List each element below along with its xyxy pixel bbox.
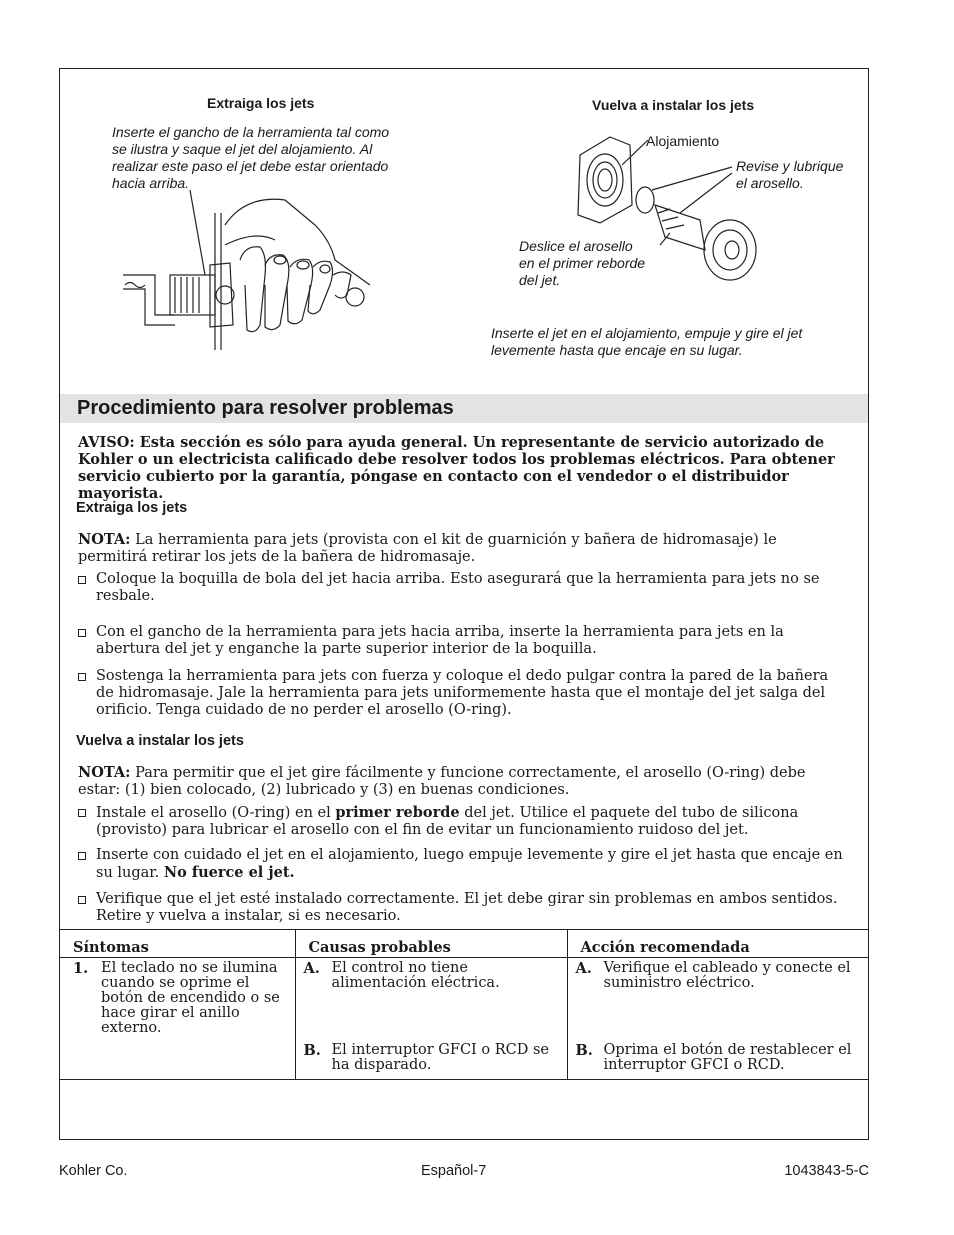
bullet-bold-text: primer reborde bbox=[335, 804, 460, 821]
figure-left-title: Extraiga los jets bbox=[207, 95, 315, 111]
caption-line: hacia arriba. bbox=[112, 175, 190, 191]
symptom-text: El teclado no se ilumina cuando se oprime el botón de encendido o se hace girar el anillo externo. bbox=[101, 960, 280, 1036]
bullet-text: Verifique que el jet esté instalado correctamente. El jet debe girar sin problemas en ambos sentidos. Retire y vuelva a instalar, si es necesario. bbox=[96, 891, 838, 924]
bullet-text: del jet. Utilice el paquete del tubo de silicona (provisto) para lubricar el arosello con el fin de evitar un funcionamiento ruidoso del jet. bbox=[96, 805, 799, 838]
nota-label: NOTA: bbox=[78, 764, 131, 781]
checkbox-icon bbox=[78, 629, 86, 637]
bullet-text: Inserte con cuidado el jet en el alojamiento, luego empuje levemente y gire el jet hasta que encaje en su lugar. bbox=[96, 847, 843, 881]
section-banner bbox=[60, 394, 868, 423]
cause-text: El control no tiene alimentación eléctrica. bbox=[331, 960, 500, 991]
callout-housing: Alojamiento bbox=[646, 133, 720, 149]
remove-bullet-2 bbox=[78, 624, 848, 658]
checkbox-icon bbox=[78, 576, 86, 584]
checkbox-icon bbox=[78, 896, 86, 904]
nota-text: La herramienta para jets (provista con el kit de guarnición y bañera de hidromasaje) le permitirá retirar los jets de la bañera de hidromasaje. bbox=[78, 532, 777, 565]
caption-line: realizar este paso el jet debe estar orientado bbox=[112, 158, 389, 174]
nota-label: NOTA: bbox=[78, 531, 131, 548]
jet-install-illustration bbox=[570, 125, 770, 290]
reinstall-heading: Vuelva a instalar los jets bbox=[76, 733, 244, 749]
caption-line: levemente hasta que encaje en su lugar. bbox=[491, 342, 743, 358]
troubleshooting-table bbox=[60, 929, 868, 1080]
figure-right-title: Vuelva a instalar los jets bbox=[592, 97, 755, 113]
remove-bullet-3 bbox=[78, 668, 848, 719]
footer-doc-number: 1043843-5-C bbox=[784, 1163, 869, 1179]
aviso-notice bbox=[78, 434, 848, 502]
table-header-row bbox=[60, 930, 868, 958]
action-text: Oprima el botón de restablecer el interruptor GFCI o RCD. bbox=[603, 1042, 852, 1073]
caption-line: Inserte el gancho de la herramienta tal como bbox=[112, 124, 390, 140]
section-title: Procedimiento para resolver problemas bbox=[77, 397, 454, 419]
action-text: Verifique el cableado y conecte el suministro eléctrico. bbox=[603, 960, 851, 991]
header-symptoms: Síntomas bbox=[60, 930, 295, 958]
bullet-text: Instale el arosello (O-ring) en el bbox=[96, 805, 336, 821]
bullet-text: Sostenga la herramienta para jets con fuerza y coloque el dedo pulgar contra la pared de la bañera de hidromasaje. Jale la herramienta para jets uniformemente hasta que el montaje del jet salga del orificio. Tenga cuidado de no perder el arosello (O-ring). bbox=[96, 668, 829, 718]
callout-line: Deslice el arosello bbox=[519, 238, 633, 254]
caption-line: Inserte el jet en el alojamiento, empuje y gire el jet bbox=[491, 325, 803, 341]
callout-line: el arosello. bbox=[736, 175, 804, 191]
nota-text: Para permitir que el jet gire fácilmente y funcione correctamente, el arosello (O-ring) debe estar: (1) bien colocado, (2) lubricado y (3) en buenas condiciones. bbox=[78, 765, 806, 798]
figure-right-caption bbox=[491, 325, 861, 359]
reinstall-bullet-2 bbox=[78, 847, 848, 882]
remove-bullet-1 bbox=[78, 571, 848, 605]
aviso-label: AVISO: bbox=[78, 434, 135, 451]
reinstall-bullet-1 bbox=[78, 804, 848, 839]
bullet-bold-text: No fuerce el jet. bbox=[163, 864, 295, 881]
actions-cell bbox=[567, 958, 868, 1080]
aviso-text: Esta sección es sólo para ayuda general. Un representante de servicio autorizado de Kohler o un electricista calificado debe resolver todos los problemas eléctricos. Para obtener servicio cubierto por la garantía, póngase en contacto con el vendedor o el distribuidor mayorista. bbox=[78, 434, 835, 502]
caption-line: se ilustra y saque el jet del alojamiento. Al bbox=[112, 141, 373, 157]
action-label: A. bbox=[575, 960, 592, 977]
symptom-cell bbox=[60, 958, 295, 1080]
remove-nota bbox=[78, 531, 848, 566]
header-actions: Acción recomendada bbox=[567, 930, 868, 958]
bullet-text: Coloque la boquilla de bola del jet hacia arriba. Esto asegurará que la herramienta para jets no se resbale. bbox=[96, 571, 820, 604]
remove-heading: Extraiga los jets bbox=[76, 500, 188, 516]
reinstall-bullet-3 bbox=[78, 891, 848, 925]
action-label: B. bbox=[575, 1042, 593, 1059]
table-row bbox=[60, 958, 868, 1080]
figure-left-caption bbox=[112, 124, 432, 192]
bullet-text: Con el gancho de la herramienta para jets hacia arriba, inserte la herramienta para jets en la abertura del jet y enganche la parte superior interior de la boquilla. bbox=[96, 624, 784, 657]
checkbox-icon bbox=[78, 809, 86, 817]
checkbox-icon bbox=[78, 852, 86, 860]
footer-company: Kohler Co. bbox=[59, 1163, 128, 1179]
callout-line: Revise y lubrique bbox=[736, 158, 844, 174]
jet-removal-illustration bbox=[115, 185, 385, 355]
header-causes: Causas probables bbox=[295, 930, 567, 958]
cause-label: A. bbox=[303, 960, 320, 977]
checkbox-icon bbox=[78, 673, 86, 681]
callout-line: del jet. bbox=[519, 272, 561, 288]
causes-cell bbox=[295, 958, 567, 1080]
callout-line: en el primer reborde bbox=[519, 255, 646, 271]
footer-page-number: Español-7 bbox=[421, 1163, 487, 1179]
cause-text: El interruptor GFCI o RCD se ha disparado. bbox=[331, 1042, 549, 1073]
cause-label: B. bbox=[303, 1042, 321, 1059]
reinstall-nota bbox=[78, 764, 848, 799]
symptom-number: 1. bbox=[73, 960, 89, 977]
